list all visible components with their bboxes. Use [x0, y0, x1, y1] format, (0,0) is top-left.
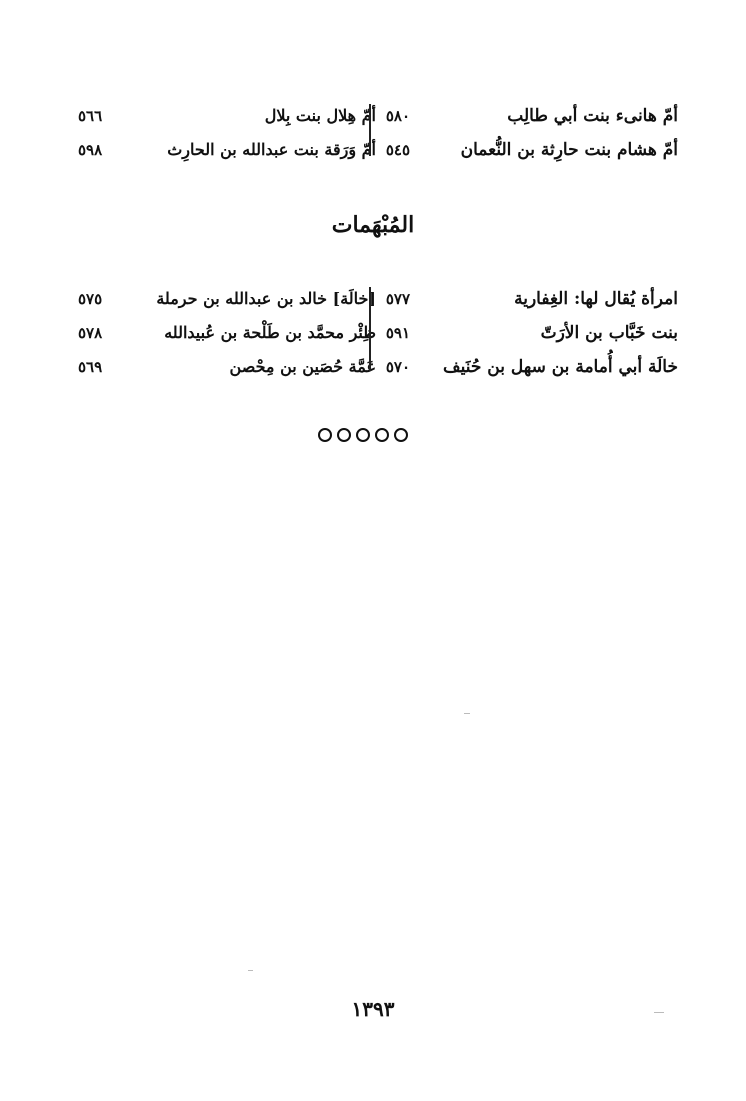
- scan-speck: [654, 1012, 664, 1013]
- entry-name: أمّ هانىء بنت أبي طالِب: [507, 106, 678, 126]
- section-heading: المُبْهَمات: [331, 212, 415, 238]
- ornament-circle-icon: [394, 428, 408, 442]
- column-divider: [369, 287, 371, 371]
- index-row: [78, 355, 678, 389]
- entry-name: أمّ هشام بنت حارِثة بن النُّعمان: [460, 140, 678, 160]
- ornament-circle-icon: [356, 428, 370, 442]
- entry-name: ظِئْر محمَّد بن طَلْحة بن عُبيدالله: [164, 323, 376, 342]
- section-end-ornament: [318, 428, 408, 446]
- index-row: [78, 138, 678, 172]
- entry-name: أمّ هِلال بنت بِلال: [264, 106, 376, 125]
- entry-page-number: ٥٤٥: [385, 141, 410, 159]
- entry-name: امرأة يُقال لها: الغِفارية: [514, 289, 678, 309]
- entry-page-number: ٥٧٥: [78, 290, 103, 308]
- entry-page-number: ٥٧٨: [78, 324, 103, 342]
- column-divider: [369, 104, 371, 156]
- entry-name: أمّ وَرَقة بنت عبدالله بن الحارِث: [167, 140, 376, 159]
- entry-page-number: ٥٦٩: [78, 358, 103, 376]
- entry-page-number: ٥٧٠: [385, 358, 410, 376]
- entry-page-number: ٥٩٨: [78, 141, 103, 159]
- entry-page-number: ٥٧٧: [385, 290, 410, 308]
- mubhamat-entries-list: [78, 287, 678, 389]
- scan-speck: [248, 970, 253, 971]
- index-row: [78, 287, 678, 321]
- entry-name: بنت خَبَّاب بن الأرَتّ: [540, 323, 678, 343]
- ornament-circle-icon: [375, 428, 389, 442]
- entry-name: [خالَة] خالد بن عبدالله بن حرملة: [156, 289, 376, 308]
- entry-name: خالَة أبي أُمامة بن سهل بن حُنَيف: [442, 357, 678, 377]
- ornament-circle-icon: [318, 428, 332, 442]
- entry-name: عَمَّة حُصَين بن مِحْصن: [229, 357, 376, 376]
- entry-page-number: ٥٦٦: [78, 107, 103, 125]
- index-row: [78, 104, 678, 138]
- top-entries-list: [78, 104, 678, 172]
- entry-page-number: ٥٩١: [385, 324, 410, 342]
- entry-page-number: ٥٨٠: [385, 107, 410, 125]
- ornament-circle-icon: [337, 428, 351, 442]
- scan-speck: [464, 713, 470, 714]
- page-number: ١٣٩٣: [351, 997, 395, 1021]
- index-row: [78, 321, 678, 355]
